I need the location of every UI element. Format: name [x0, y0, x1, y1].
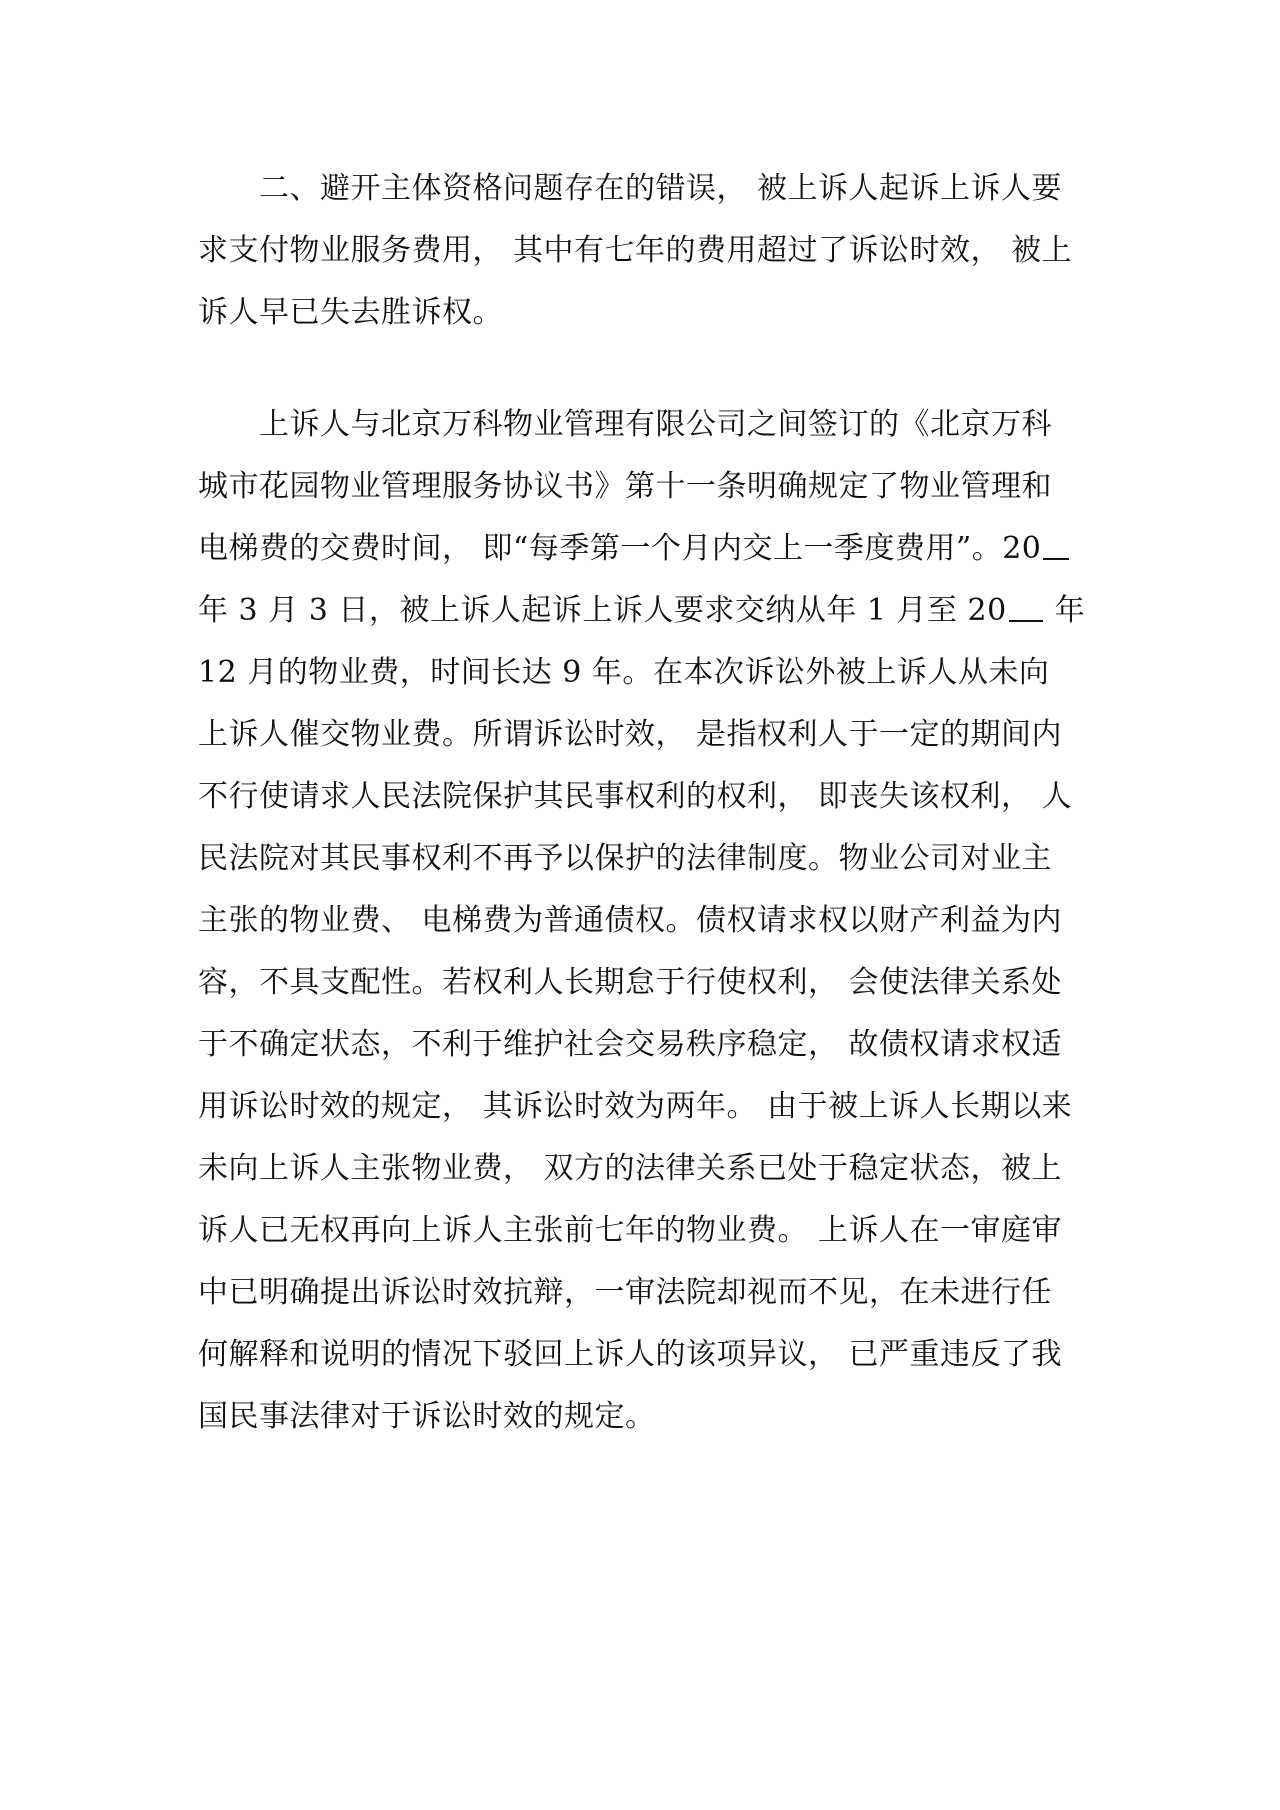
- line-text: 电梯费的交费时间， 即“每季第一个月内交上一季度费用”。20: [198, 531, 1042, 566]
- line-text: 年: [1054, 593, 1086, 628]
- paragraph-line: 用诉讼时效的规定， 其诉讼时效为两年。 由于被上诉人长期以来: [198, 1089, 1073, 1124]
- paragraph-line: [198, 518, 1090, 580]
- blank-underline: [1043, 528, 1069, 560]
- paragraph-line: 诉人早已失去胜诉权。: [198, 295, 503, 330]
- paragraph-line: 诉人已无权再向上诉人主张前七年的物业费。 上诉人在一审庭审: [198, 1213, 1063, 1248]
- paragraph-line: 于不确定状态，不利于维护社会交易秩序稳定， 故债权请求权适: [198, 1027, 1063, 1062]
- paragraph-argument-body: [198, 394, 1090, 1448]
- blank-underline: [1009, 590, 1043, 622]
- paragraph-statute-of-limitations-heading: [198, 158, 1090, 344]
- line-text: 年 3 月 3 日，被上诉人起诉上诉人要求交纳从年 1 月至 20: [198, 593, 1007, 628]
- paragraph-line: 中已明确提出诉讼时效抗辩，一审法院却视而不见，在未进行任: [198, 1275, 1052, 1310]
- paragraph-line: 城市花园物业管理服务协议书》第十一条明确规定了物业管理和: [198, 469, 1052, 504]
- paragraph-line: 上诉人催交物业费。所谓诉讼时效， 是指权利人于一定的期间内: [198, 717, 1063, 752]
- paragraph-line: 主张的物业费、 电梯费为普通债权。债权请求权以财产利益为内: [198, 903, 1063, 938]
- paragraph-line: 上诉人与北京万科物业管理有限公司之间签订的《北京万科: [259, 407, 1052, 442]
- paragraph-line: 容，不具支配性。若权利人长期怠于行使权利， 会使法律关系处: [198, 965, 1063, 1000]
- paragraph-line: 未向上诉人主张物业费， 双方的法律关系已处于稳定状态，被上: [198, 1151, 1063, 1186]
- paragraph-line: 二、避开主体资格问题存在的错误， 被上诉人起诉上诉人要: [259, 171, 1063, 206]
- paragraph-line: 何解释和说明的情况下驳回上诉人的该项异议， 已严重违反了我: [198, 1337, 1063, 1372]
- paragraph-line: [198, 580, 1090, 642]
- paragraph-line: 求支付物业服务费用， 其中有七年的费用超过了诉讼时效， 被上: [198, 233, 1073, 268]
- paragraph-line: 不行使请求人民法院保护其民事权利的权利， 即丧失该权利， 人: [198, 779, 1073, 814]
- paragraph-line: 民法院对其民事权利不再予以保护的法律制度。物业公司对业主: [198, 841, 1052, 876]
- paragraph-line: 12 月的物业费，时间长达 9 年。在本次诉讼外被上诉人从未向: [198, 655, 1050, 690]
- paragraph-line: 国民事法律对于诉讼时效的规定。: [198, 1399, 656, 1434]
